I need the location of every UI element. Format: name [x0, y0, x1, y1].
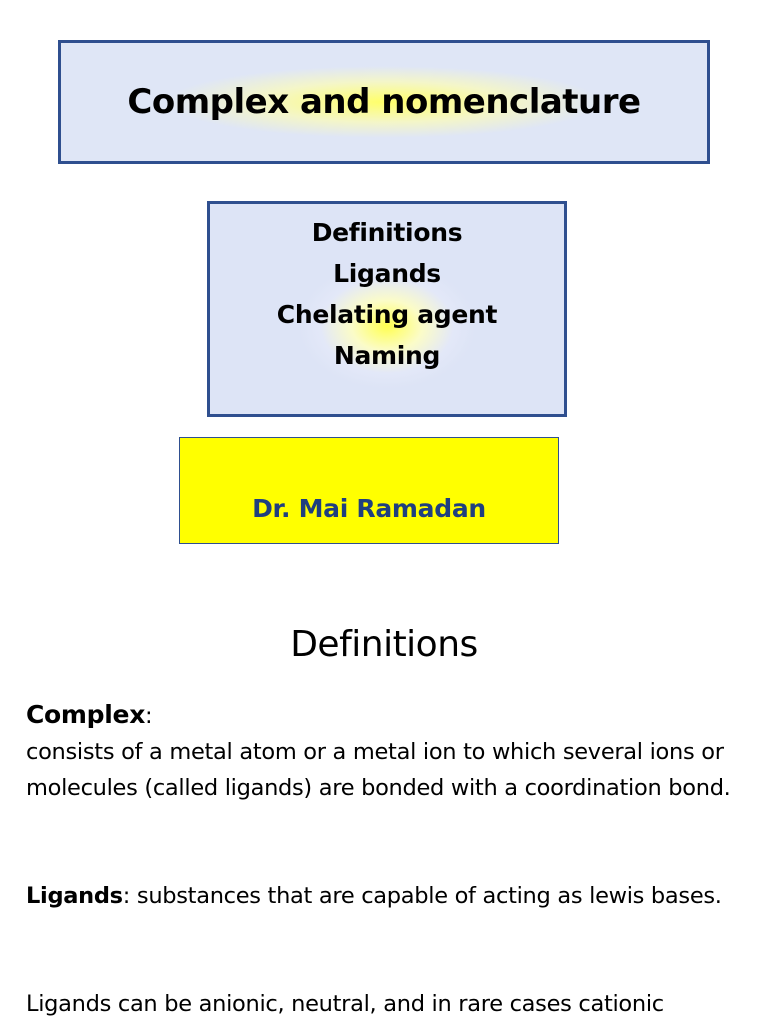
definition-text: substances that are capable of acting as lewis bases.	[130, 883, 722, 909]
document-title: Complex and nomenclature	[127, 82, 641, 122]
definition-term: Complex	[26, 700, 146, 729]
ligand-charge-note: Ligands can be anionic, neutral, and in rare cases cationic	[26, 991, 664, 1017]
topic-item: Naming	[333, 341, 441, 370]
term-separator: :	[145, 703, 153, 729]
topic-item: Chelating agent	[276, 300, 498, 329]
section-heading: Definitions	[290, 624, 478, 665]
complex-definition	[26, 697, 766, 806]
title-box	[58, 40, 710, 164]
ligands-definition	[26, 878, 766, 914]
definition-text: consists of a metal atom or a metal ion to which several ions or molecules (called ligands) are bonded with a coordination bond.	[26, 739, 731, 801]
definition-term: Ligands	[26, 883, 123, 909]
topics-box	[207, 201, 567, 417]
topic-item: Definitions	[311, 218, 463, 247]
author-name: Dr. Mai Ramadan	[252, 494, 486, 523]
topic-item: Ligands	[333, 259, 441, 288]
term-separator: :	[122, 883, 131, 909]
author-box	[179, 437, 559, 544]
